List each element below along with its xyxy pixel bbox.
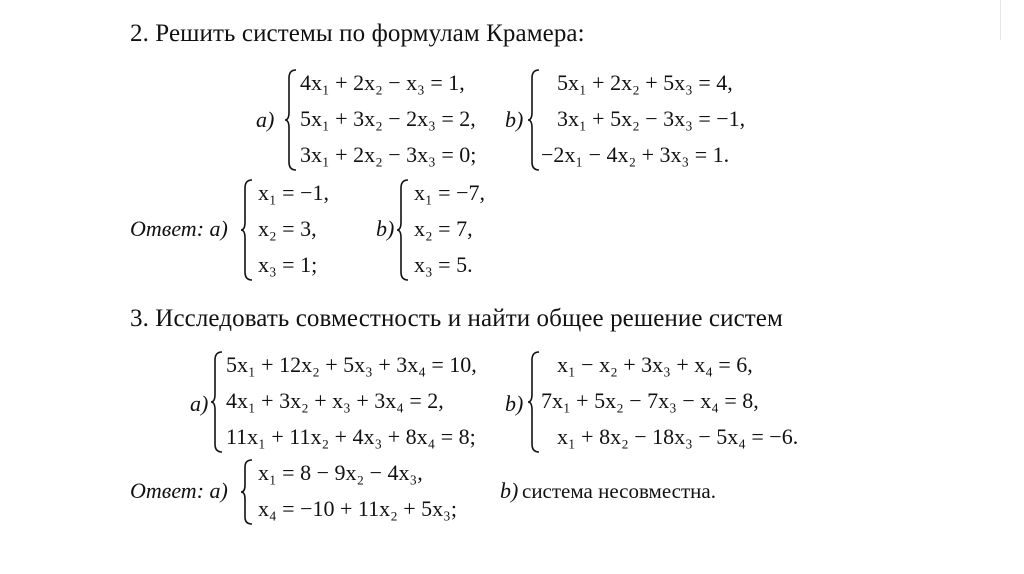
task2-answer-a-x3: x₃ = 1;: [258, 252, 318, 277]
task2-label-b: b): [505, 107, 524, 132]
task2-answer-a: [240, 178, 350, 282]
task2-system-b: [527, 68, 767, 172]
task3-label-b: b): [505, 391, 524, 416]
left-brace-icon: [240, 178, 254, 282]
frame-line-top: [1000, 0, 1001, 40]
task3-b-eq2: 7x₁ + 5x₂ − 7x₃ − x₄ = 8,: [541, 388, 759, 413]
task2-answer-b: [396, 178, 506, 282]
task3-answer-a: [240, 458, 480, 526]
task2-answer-a-x2: x₂ = 3,: [258, 216, 317, 241]
left-brace-icon: [527, 68, 541, 172]
task3-answer-a-x1: x₁ = 8 − 9x₂ − 4x₃,: [258, 460, 423, 485]
task3-answer-b-label: b): [500, 478, 519, 503]
task2-answer-b-x3: x₃ = 5.: [414, 252, 473, 277]
left-brace-icon: [527, 350, 541, 454]
task2-b-eq3: −2x₁ − 4x₂ + 3x₃ = 1.: [541, 142, 730, 167]
task2-answer-b-x2: x₂ = 7,: [414, 216, 473, 241]
task3-b-eq3: x₁ + 8x₂ − 18x₃ − 5x₄ = −6.: [557, 424, 799, 449]
task3-heading: 3. Исследовать совместность и найти общее решение систем: [130, 305, 783, 332]
left-brace-icon: [210, 350, 224, 454]
task2-system-a: [284, 68, 494, 172]
task3-b-eq1: x₁ − x₂ + 3x₃ + x₄ = 6,: [557, 352, 753, 377]
task3-answer-b-text: система несовместна.: [522, 479, 716, 503]
task2-answer-label: Ответ: a): [130, 216, 228, 241]
task3-a-eq3: 11x₁ + 11x₂ + 4x₃ + 8x₄ = 8;: [226, 424, 476, 449]
task3-answer-label: Ответ: a): [130, 478, 228, 503]
left-brace-icon: [284, 68, 298, 172]
left-brace-icon: [396, 178, 410, 282]
task3-answer-a-x4: x₄ = −10 + 11x₂ + 5x₃;: [258, 496, 457, 521]
task3-label-a: a): [190, 391, 209, 416]
task2-answer-a-x1: x₁ = −1,: [258, 180, 329, 205]
task2-answer-b-label: b): [376, 216, 395, 241]
task2-a-eq2: 5x₁ + 3x₂ − 2x₃ = 2,: [300, 106, 476, 131]
task2-label-a: a): [256, 107, 275, 132]
task2-b-eq1: 5x₁ + 2x₂ + 5x₃ = 4,: [557, 70, 733, 95]
task2-a-eq3: 3x₁ + 2x₂ − 3x₃ = 0;: [300, 142, 477, 167]
task3-system-a: [210, 350, 500, 454]
task2-b-eq2: 3x₁ + 5x₂ − 3x₃ = −1,: [557, 106, 746, 131]
left-brace-icon: [240, 458, 254, 526]
task3-system-b: [527, 350, 817, 454]
task2-answer-b-x1: x₁ = −7,: [414, 180, 485, 205]
task3-a-eq2: 4x₁ + 3x₂ + x₃ + 3x₄ = 2,: [226, 388, 444, 413]
task2-a-eq1: 4x₁ + 2x₂ − x₃ = 1,: [300, 70, 465, 95]
task2-heading: 2. Решить системы по формулам Крамера:: [130, 20, 585, 47]
task3-a-eq1: 5x₁ + 12x₂ + 5x₃ + 3x₄ = 10,: [226, 352, 477, 377]
